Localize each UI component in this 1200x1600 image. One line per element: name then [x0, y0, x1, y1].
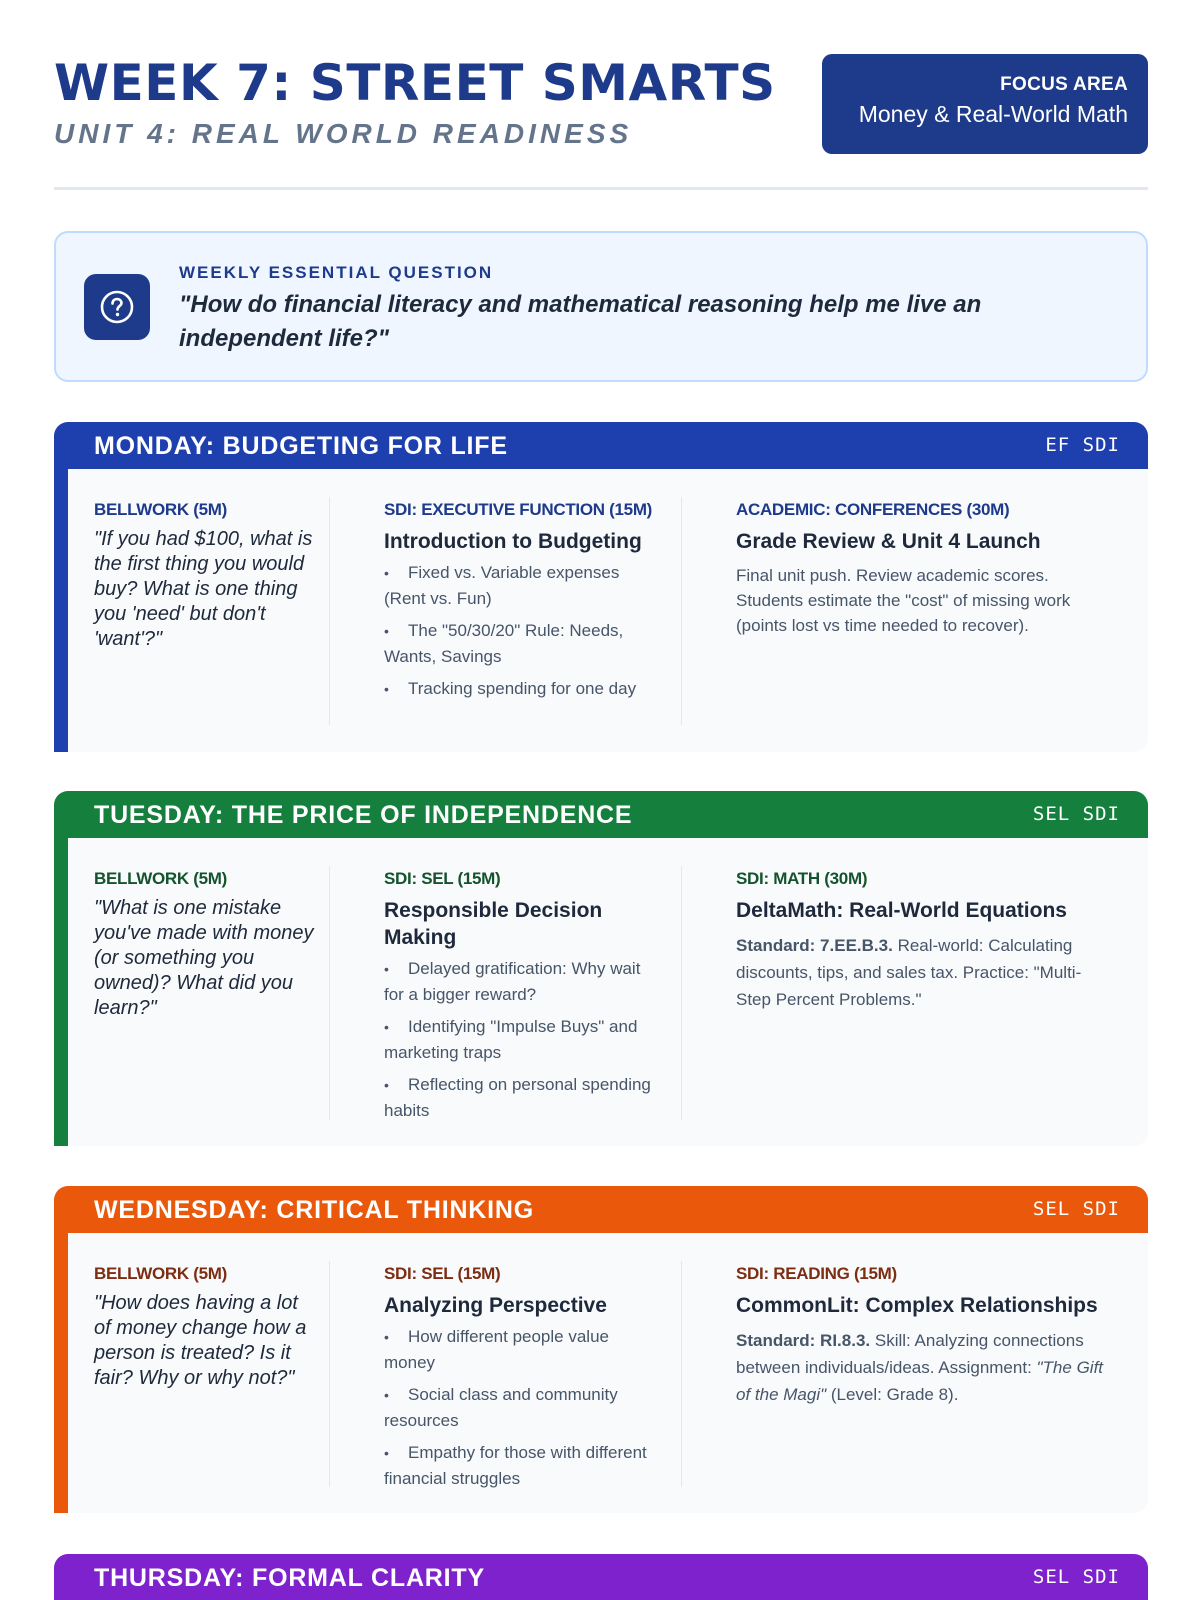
focus-area-value: Money & Real-World Math	[858, 101, 1128, 127]
header-divider	[54, 187, 1148, 190]
day-card-tuesday	[54, 791, 1148, 1146]
day-body	[54, 838, 1148, 1146]
sdi-column	[384, 497, 659, 709]
day-accent-bar	[54, 469, 68, 752]
day-header-thursday	[54, 1554, 1148, 1600]
list-item: • Delayed gratification: Why wait for a bigger reward?	[384, 956, 659, 1007]
bellwork-column	[94, 1261, 314, 1391]
essential-question-label: WEEKLY ESSENTIAL QUESTION	[179, 263, 494, 282]
column-divider	[329, 866, 330, 1120]
list-item: • Social class and community resources	[384, 1382, 659, 1433]
day-title: MONDAY: BUDGETING FOR LIFE	[94, 432, 508, 460]
bellwork-label: BELLWORK (5M)	[94, 500, 228, 519]
bullet-list	[384, 956, 659, 1123]
day-title: THURSDAY: FORMAL CLARITY	[94, 1564, 485, 1592]
day-title: TUESDAY: THE PRICE OF INDEPENDENCE	[94, 801, 633, 829]
section-label: SDI: EXECUTIVE FUNCTION (15M)	[384, 500, 653, 519]
essential-question-card	[54, 231, 1148, 382]
description-text: Real-world: Calculating discounts, tips, and sales tax. Practice: "Multi-Step Percent Problems."	[736, 936, 1082, 1009]
sdi-column	[384, 866, 659, 1130]
standard-code: Standard: 7.EE.B.3.	[736, 936, 893, 955]
bellwork-label: BELLWORK (5M)	[94, 1264, 228, 1283]
day-tags: SEL SDI	[1032, 1198, 1120, 1220]
focus-area-badge	[822, 54, 1148, 154]
page-title: WEEK 7: STREET SMARTS	[54, 54, 776, 112]
bellwork-text: "If you had $100, what is the first thing you would buy? What is one thing you 'need' but don't 'want'?"	[94, 528, 313, 650]
question-circle-icon	[84, 274, 150, 340]
day-card-thursday	[54, 1554, 1148, 1600]
day-accent-bar	[54, 1233, 68, 1513]
section-label: SDI: READING (15M)	[736, 1264, 897, 1283]
column-divider	[681, 1261, 682, 1487]
focus-area-label: FOCUS AREA	[1000, 74, 1128, 95]
sdi-column	[384, 1261, 659, 1498]
list-item: • Identifying "Impulse Buys" and marketing traps	[384, 1014, 659, 1065]
day-card-wednesday	[54, 1186, 1148, 1513]
bullet-list	[384, 560, 659, 702]
section-title: DeltaMath: Real-World Equations	[736, 899, 1067, 922]
bellwork-label: BELLWORK (5M)	[94, 869, 228, 888]
list-item: • Fixed vs. Variable expenses (Rent vs. Fun)	[384, 560, 659, 611]
academic-column	[736, 497, 1106, 638]
list-item: • The "50/30/20" Rule: Needs, Wants, Savings	[384, 618, 659, 669]
reading-column	[736, 1261, 1106, 1408]
section-label: ACADEMIC: CONFERENCES (30M)	[736, 500, 1010, 519]
section-description	[736, 1327, 1106, 1408]
bellwork-column	[94, 866, 314, 1021]
section-title: CommonLit: Complex Relationships	[736, 1294, 1098, 1317]
day-accent-bar	[54, 838, 68, 1146]
day-title: WEDNESDAY: CRITICAL THINKING	[94, 1196, 535, 1224]
assignment-title: "The Gift of the Magi"	[736, 1358, 1104, 1404]
day-header-tuesday	[54, 791, 1148, 838]
bellwork-text: "How does having a lot of money change how a person is treated? Is it fair? Why or why not?"	[94, 1292, 307, 1389]
day-body	[54, 469, 1148, 752]
list-item: • Tracking spending for one day	[384, 676, 659, 702]
description-text-end: (Level: Grade 8).	[826, 1385, 959, 1404]
column-divider	[681, 497, 682, 725]
day-tags: SEL SDI	[1032, 1566, 1120, 1588]
column-divider	[329, 497, 330, 725]
section-title: Grade Review & Unit 4 Launch	[736, 530, 1041, 553]
column-divider	[681, 866, 682, 1120]
section-label: SDI: SEL (15M)	[384, 1264, 501, 1283]
section-label: SDI: SEL (15M)	[384, 869, 501, 888]
day-body	[54, 1233, 1148, 1513]
essential-question-text: "How do financial literacy and mathematical reasoning help me live an independent life?"	[179, 291, 982, 352]
page-subtitle: UNIT 4: REAL WORLD READINESS	[54, 118, 633, 149]
section-description	[736, 932, 1106, 1013]
day-tags: EF SDI	[1045, 434, 1120, 456]
bellwork-text: "What is one mistake you've made with money (or something you owned)? What did you learn?"	[94, 897, 314, 1019]
description-text: Skill: Analyzing connections between individuals/ideas. Assignment:	[736, 1331, 1084, 1377]
bullet-list	[384, 1324, 659, 1491]
column-divider	[329, 1261, 330, 1487]
section-label: SDI: MATH (30M)	[736, 869, 868, 888]
day-card-monday	[54, 422, 1148, 752]
list-item: • Reflecting on personal spending habits	[384, 1072, 659, 1123]
section-title: Introduction to Budgeting	[384, 530, 642, 553]
bellwork-column	[94, 497, 314, 652]
math-column	[736, 866, 1106, 1013]
day-tags: SEL SDI	[1032, 803, 1120, 825]
page-header	[54, 52, 1148, 152]
section-description: Final unit push. Review academic scores. Students estimate the "cost" of missing work (points lost vs time needed to recover).	[736, 566, 1071, 635]
day-header-wednesday	[54, 1186, 1148, 1233]
day-header-monday	[54, 422, 1148, 469]
section-title: Analyzing Perspective	[384, 1294, 607, 1317]
list-item: • How different people value money	[384, 1324, 659, 1375]
list-item: • Empathy for those with different financial struggles	[384, 1440, 659, 1491]
standard-code: Standard: RI.8.3.	[736, 1331, 871, 1350]
section-title: Responsible Decision Making	[384, 899, 603, 949]
